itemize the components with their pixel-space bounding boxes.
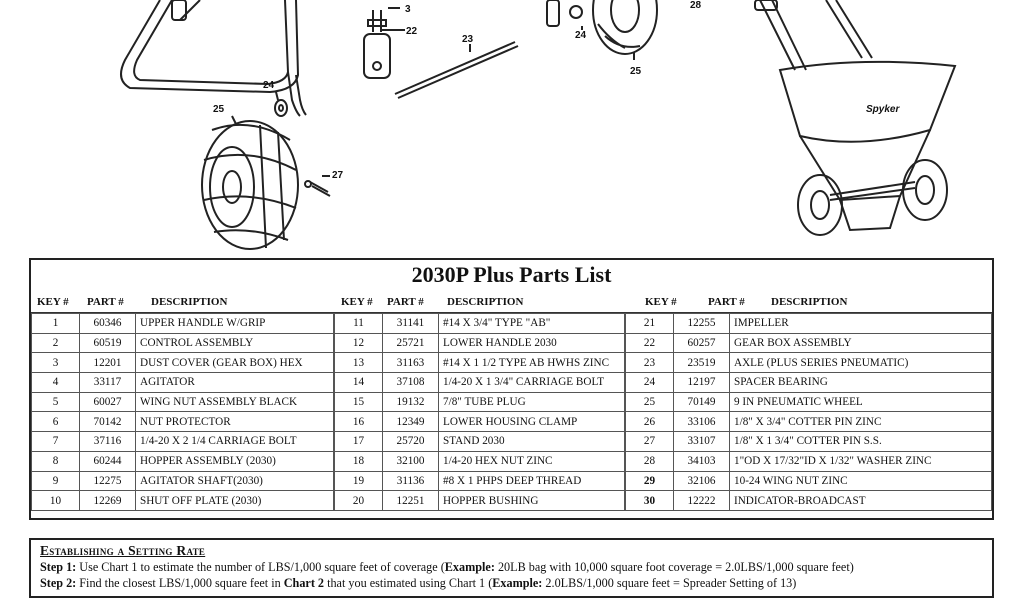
header-part-3: PART #	[708, 296, 745, 308]
table-row	[335, 333, 625, 353]
table-row	[626, 353, 992, 373]
table-row	[32, 373, 334, 393]
step-2-example-label: Example:	[492, 576, 543, 590]
description-cell: HOPPER ASSEMBLY (2030)	[136, 451, 334, 471]
step-2-text: Find the closest LBS/1,000 square feet in	[76, 576, 284, 590]
callout-27: 27	[332, 170, 344, 181]
header-description-3: DESCRIPTION	[771, 296, 848, 308]
header-key-2: KEY #	[341, 296, 373, 308]
description-cell: UPPER HANDLE W/GRIP	[136, 314, 334, 334]
description-cell: 1/8" X 3/4" COTTER PIN ZINC	[730, 412, 992, 432]
callout-23: 23	[462, 34, 474, 45]
table-row	[32, 333, 334, 353]
description-cell: CONTROL ASSEMBLY	[136, 333, 334, 353]
exploded-parts-diagram	[0, 0, 1024, 258]
parts-table-2	[334, 313, 625, 511]
key-cell: 18	[335, 451, 383, 471]
key-cell: 21	[626, 314, 674, 334]
part-number-cell: 12201	[80, 353, 136, 373]
part-number-cell: 70149	[674, 392, 730, 412]
assembled-spreader-drawing	[755, 0, 955, 235]
table-row	[335, 432, 625, 452]
part-number-cell: 60027	[80, 392, 136, 412]
part-number-cell: 33117	[80, 373, 136, 393]
table-row	[626, 333, 992, 353]
parts-table-3	[625, 313, 992, 511]
description-cell: IMPELLER	[730, 314, 992, 334]
parts-column-1	[31, 312, 334, 511]
step-2-label: Step 2:	[40, 576, 77, 590]
key-cell: 29	[626, 471, 674, 491]
description-cell: 1"OD X 17/32"ID X 1/32" WASHER ZINC	[730, 451, 992, 471]
description-cell: DUST COVER (GEAR BOX) HEX	[136, 353, 334, 373]
step-2-text-b: that you estimated using Chart 1 (	[324, 576, 493, 590]
callout-24-lower: 24	[263, 80, 275, 91]
table-row	[626, 451, 992, 471]
step-2-example-text: 2.0LBS/1,000 square feet = Spreader Setting of 13)	[542, 576, 797, 590]
description-cell: 1/4-20 HEX NUT ZINC	[439, 451, 625, 471]
part-number-cell: 25720	[383, 432, 439, 452]
key-cell: 12	[335, 333, 383, 353]
description-cell: AGITATOR	[136, 373, 334, 393]
callout-25-lower: 25	[213, 104, 225, 115]
key-cell: 15	[335, 392, 383, 412]
header-part-1: PART #	[87, 296, 124, 308]
description-cell: #14 X 1 1/2 TYPE AB HWHS ZINC	[439, 353, 625, 373]
key-cell: 27	[626, 432, 674, 452]
key-cell: 13	[335, 353, 383, 373]
part-number-cell: 31163	[383, 353, 439, 373]
description-cell: LOWER HOUSING CLAMP	[439, 412, 625, 432]
key-cell: 11	[335, 314, 383, 334]
callout-3: 3	[405, 4, 411, 15]
key-cell: 4	[32, 373, 80, 393]
table-row	[335, 314, 625, 334]
setting-rate-title: Establishing a Setting Rate	[40, 543, 206, 558]
description-cell: AGITATOR SHAFT(2030)	[136, 471, 334, 491]
callout-25-upper: 25	[630, 66, 642, 77]
table-row	[335, 373, 625, 393]
description-cell: 7/8" TUBE PLUG	[439, 392, 625, 412]
description-cell: GEAR BOX ASSEMBLY	[730, 333, 992, 353]
part-number-cell: 19132	[383, 392, 439, 412]
part-number-cell: 34103	[674, 451, 730, 471]
key-cell: 14	[335, 373, 383, 393]
description-cell: LOWER HANDLE 2030	[439, 333, 625, 353]
brand-logo: Spyker	[866, 104, 900, 115]
step-2-chart-ref: Chart 2	[283, 576, 325, 590]
description-cell: 1/4-20 X 2 1/4 CARRIAGE BOLT	[136, 432, 334, 452]
part-number-cell: 60519	[80, 333, 136, 353]
table-row	[626, 491, 992, 511]
table-row	[335, 392, 625, 412]
table-row	[335, 451, 625, 471]
part-number-cell: 33106	[674, 412, 730, 432]
part-number-cell: 37116	[80, 432, 136, 452]
key-cell: 5	[32, 392, 80, 412]
parts-column-2	[334, 312, 625, 511]
step-1-text: Use Chart 1 to estimate the number of LBS/1,000 square feet of coverage (	[76, 560, 445, 574]
key-cell: 17	[335, 432, 383, 452]
table-row	[626, 373, 992, 393]
table-row	[32, 451, 334, 471]
parts-column-3	[625, 312, 992, 511]
description-cell: 1/8" X 1 3/4" COTTER PIN S.S.	[730, 432, 992, 452]
description-cell: 1/4-20 X 1 3/4" CARRIAGE BOLT	[439, 373, 625, 393]
part-number-cell: 31141	[383, 314, 439, 334]
step-1	[40, 559, 983, 575]
step-2	[40, 575, 983, 591]
key-cell: 6	[32, 412, 80, 432]
table-row	[626, 471, 992, 491]
part-number-cell: 70142	[80, 412, 136, 432]
table-row	[32, 471, 334, 491]
callout-24-upper: 24	[575, 30, 587, 41]
callout-22: 22	[406, 26, 418, 37]
part-number-cell: 60257	[674, 333, 730, 353]
description-cell: #14 X 3/4" TYPE "AB"	[439, 314, 625, 334]
header-description-2: DESCRIPTION	[447, 296, 524, 308]
description-cell: SPACER BEARING	[730, 373, 992, 393]
description-cell: INDICATOR-BROADCAST	[730, 491, 992, 511]
key-cell: 3	[32, 353, 80, 373]
header-description-1: DESCRIPTION	[151, 296, 228, 308]
part-number-cell: 32100	[383, 451, 439, 471]
key-cell: 24	[626, 373, 674, 393]
key-cell: 26	[626, 412, 674, 432]
key-cell: 9	[32, 471, 80, 491]
table-row	[32, 432, 334, 452]
table-row	[335, 412, 625, 432]
key-cell: 20	[335, 491, 383, 511]
description-cell: AXLE (PLUS SERIES PNEUMATIC)	[730, 353, 992, 373]
part-number-cell: 12269	[80, 491, 136, 511]
part-number-cell: 60346	[80, 314, 136, 334]
part-number-cell: 33107	[674, 432, 730, 452]
key-cell: 8	[32, 451, 80, 471]
table-row	[626, 314, 992, 334]
key-cell: 7	[32, 432, 80, 452]
description-cell: 10-24 WING NUT ZINC	[730, 471, 992, 491]
table-row	[32, 392, 334, 412]
description-cell: SHUT OFF PLATE (2030)	[136, 491, 334, 511]
wheel-upper-drawing	[593, 0, 657, 54]
part-number-cell: 12251	[383, 491, 439, 511]
parts-list-header	[31, 292, 992, 312]
step-1-example-text: 20LB bag with 10,000 square foot coverage = 2.0LBS/1,000 square feet)	[494, 560, 854, 574]
key-cell: 22	[626, 333, 674, 353]
table-row	[32, 314, 334, 334]
header-key-3: KEY #	[645, 296, 677, 308]
table-row	[335, 353, 625, 373]
part-number-cell: 31136	[383, 471, 439, 491]
part-number-cell: 12275	[80, 471, 136, 491]
key-cell: 19	[335, 471, 383, 491]
table-row	[626, 392, 992, 412]
spacer-bearing-drawing	[275, 100, 287, 116]
table-row	[335, 491, 625, 511]
setting-rate-section	[29, 538, 994, 598]
description-cell: STAND 2030	[439, 432, 625, 452]
table-row	[626, 412, 992, 432]
key-cell: 30	[626, 491, 674, 511]
key-cell: 23	[626, 353, 674, 373]
part-number-cell: 12222	[674, 491, 730, 511]
description-cell: NUT PROTECTOR	[136, 412, 334, 432]
key-cell: 16	[335, 412, 383, 432]
table-row	[32, 412, 334, 432]
table-row	[32, 491, 334, 511]
step-1-label: Step 1:	[40, 560, 77, 574]
cotter-pin-drawing	[305, 181, 330, 196]
key-cell: 2	[32, 333, 80, 353]
table-row	[626, 432, 992, 452]
table-row	[32, 353, 334, 373]
part-number-cell: 32106	[674, 471, 730, 491]
axle-drawing	[395, 42, 518, 98]
part-number-cell: 60244	[80, 451, 136, 471]
key-cell: 25	[626, 392, 674, 412]
part-number-cell: 25721	[383, 333, 439, 353]
parts-list-title: 2030P Plus Parts List	[411, 262, 612, 287]
part-number-cell: 12349	[383, 412, 439, 432]
key-cell: 28	[626, 451, 674, 471]
key-cell: 1	[32, 314, 80, 334]
parts-table-1	[31, 313, 334, 511]
parts-list	[29, 258, 994, 520]
gear-box-drawing	[364, 10, 390, 78]
description-cell: #8 X 1 PHPS DEEP THREAD	[439, 471, 625, 491]
header-part-2: PART #	[387, 296, 424, 308]
wheel-lower-drawing	[202, 121, 298, 249]
step-1-example-label: Example:	[444, 560, 495, 574]
wing-nut-drawing	[547, 0, 582, 26]
description-cell: WING NUT ASSEMBLY BLACK	[136, 392, 334, 412]
key-cell: 10	[32, 491, 80, 511]
part-number-cell: 23519	[674, 353, 730, 373]
part-number-cell: 12197	[674, 373, 730, 393]
header-key-1: KEY #	[37, 296, 69, 308]
description-cell: HOPPER BUSHING	[439, 491, 625, 511]
table-row	[335, 471, 625, 491]
callout-28: 28	[690, 0, 702, 11]
part-number-cell: 37108	[383, 373, 439, 393]
part-number-cell: 12255	[674, 314, 730, 334]
description-cell: 9 IN PNEUMATIC WHEEL	[730, 392, 992, 412]
